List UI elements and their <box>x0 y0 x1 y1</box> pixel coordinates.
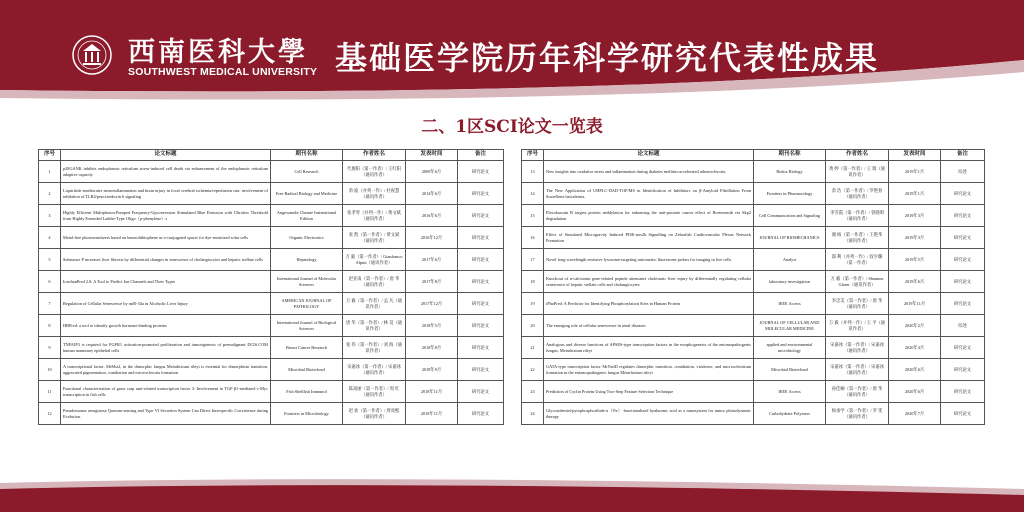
cell-note: 研究论文 <box>458 293 504 315</box>
cell-title: Knockout of α-calcitonin gene-related peptide attenuates cholestatic liver injury by differentially regulating cellular senescence of hepatic stellate cells and cholangiocytes <box>544 271 754 293</box>
cell-note: 研究论文 <box>458 161 504 183</box>
table-row <box>39 161 504 183</box>
cell-journal: Organic Electronics <box>271 227 343 249</box>
cell-date: 2009年6月 <box>406 161 458 183</box>
table-row <box>522 271 985 293</box>
cell-index: 3 <box>39 205 61 227</box>
cell-author: 张孝琴（并列一作）/ 黄文斌（通讯作者） <box>343 205 406 227</box>
cell-title: Functional characterization of grass carp runt-related transcription factor 3: Involvement in TGF-β1-mediated c-Myc transcription in fish cells <box>61 381 271 403</box>
table-row <box>522 161 985 183</box>
cell-date: 2020年4月 <box>889 337 941 359</box>
cell-index: 23 <box>522 381 544 403</box>
column-header-note: 备注 <box>458 150 504 161</box>
cell-note: 研究论文 <box>941 183 985 205</box>
cell-title: TNFAIP3 is required for FGFR1 activation-promoted proliferation and tumorigenesis of premalignant DCIS.COM human mammary epithelial cells <box>61 337 271 359</box>
section-title: 二、1区SCI论文一览表 <box>421 117 603 137</box>
cell-note: 研究论文 <box>458 359 504 381</box>
cell-date: 2019年1月 <box>889 161 941 183</box>
cell-journal: laboratory investigation <box>754 271 826 293</box>
cell-title: Regulation of Cellular Senescence by miR-34a in Alcoholic Liver Injury <box>61 293 271 315</box>
cell-index: 1 <box>39 161 61 183</box>
cell-journal: Hepatology <box>271 249 343 271</box>
cell-title: The New Application of UHPLC-DAD-TOF/MS in Identification of Inhibitors on β-Amyloid Fibrillation From Scutellaria baicalensis. <box>544 183 754 205</box>
cell-date: 2017年6月 <box>406 249 458 271</box>
cell-date: 2018年11月 <box>406 403 458 425</box>
cell-title: Analogous and diverse functions of APSES-type transcription factors in the morphogenesis of the entomopathogenic fungus, Metarhizium rileyi <box>544 337 754 359</box>
cell-note: 研究论文 <box>458 381 504 403</box>
table-header-row <box>522 150 985 161</box>
cell-journal: Cell Communication and Signaling <box>754 205 826 227</box>
column-header-index: 序号 <box>522 150 544 161</box>
table-row <box>522 337 985 359</box>
cell-journal: Free Radical Biology and Medicine <box>271 183 343 205</box>
cell-note: 研究论文 <box>941 337 985 359</box>
column-header-index: 序号 <box>39 150 61 161</box>
table-row <box>522 227 985 249</box>
table-row <box>39 315 504 337</box>
cell-journal: Microbial Biotechnol <box>754 359 826 381</box>
cell-title: Glycosidemiet/pyrophosphorthide-a（Pa）-functionalized hyaluronic acid as a nanosystem for tumor photodynamic therapy <box>544 403 754 425</box>
cell-title: Pseudomonas aeruginosa Quorum-sensing and Type VI Secretion System Can Direct Interspecific Coexistence during Evolution. <box>61 403 271 425</box>
table-row <box>522 359 985 381</box>
university-name-en: SOUTHWEST MEDICAL UNIVERSITY <box>128 66 318 78</box>
cell-author: 赵 欢（第一作者）/ 周亮熙（通讯作者） <box>343 403 406 425</box>
cell-author: 万 毅（第一作者）/ 孟 凡（通讯作者） <box>343 293 406 315</box>
cell-date: 2019年5月 <box>889 249 941 271</box>
cell-index: 19 <box>522 293 544 315</box>
cell-note: 研究论文 <box>458 337 504 359</box>
cell-author: 万 毅（第一作者）/ Shannon Glaser（通讯作者） <box>826 271 889 293</box>
cell-title: IonchanPred 2.0: A Tool to Predict Ion Channels and Their Types <box>61 271 271 293</box>
cell-author: 孙佳娴（第一作者）/ 唐 华（通讯作者） <box>826 381 889 403</box>
table-row <box>39 249 504 271</box>
cell-title: iPhoPred: A Predictor for Identifying Phosphorylation Sites in Human Protein <box>544 293 754 315</box>
cell-journal: Analyst <box>754 249 826 271</box>
papers-table-right-body <box>522 161 985 425</box>
cell-author: 余 波（并列一作）/ 杜祝慧（通讯作者） <box>343 183 406 205</box>
column-header-title: 论文标题 <box>61 150 271 161</box>
cell-title: Prediction of Cyclin Protein Using Two-Step Feature Selection Technique <box>544 381 754 403</box>
cell-index: 16 <box>522 227 544 249</box>
cell-author: 宋嘉冰（第一作者）/ 宋嘉冰（通讯作者） <box>826 359 889 381</box>
cell-note: 研究论文 <box>941 381 985 403</box>
cell-title: Novel long-wavelength emissive lysosome-targeting ratiometric fluorescent probes for imaging in live cells <box>544 249 754 271</box>
cell-author: 黄 婷（第一作者）/ 王 瑞（通讯作者） <box>826 161 889 183</box>
cell-index: 18 <box>522 271 544 293</box>
table-row <box>39 403 504 425</box>
cell-date: 2020年7月 <box>889 403 941 425</box>
column-header-date: 发表时间 <box>406 150 458 161</box>
cell-date: 2016年6月 <box>406 205 458 227</box>
cell-date: 2020年2月 <box>889 315 941 337</box>
cell-note: 研究论文 <box>458 227 504 249</box>
column-header-journal: 期刊名称 <box>271 150 343 161</box>
cell-title: Liquiritide ameliorates neuroinflammation and brain injury in focal cerebral ischemia/reperfusion rats: involvement of inhibition of TLR4/peroxiredoxin 6 signaling <box>61 183 271 205</box>
table-row <box>522 293 985 315</box>
cell-title: Highly Efficient Multiphoton-Pumped Frequency-Upconversion Stimulated Blue Emission with Ultralow Threshold from Highly Extended Ladder-Type Oligo（p-phenylene）s <box>61 205 271 227</box>
cell-author: 宋嘉冰（第一作者）/ 宋嘉冰（通讯作者） <box>343 359 406 381</box>
column-header-journal: 期刊名称 <box>754 150 826 161</box>
cell-title: Metal-free photosensitizers based on benzodithiophene as π-conjugated spacer for dye-sensitized solar cells <box>61 227 271 249</box>
cell-date: 2014年6月 <box>406 183 458 205</box>
cell-date: 2017年8月 <box>406 271 458 293</box>
cell-date: 2018年11月 <box>406 381 458 403</box>
cell-index: 9 <box>39 337 61 359</box>
cell-note: 研究论文 <box>941 205 985 227</box>
cell-author: 宋嘉冰（第一作者）/ 宋嘉冰（通讯作者） <box>826 337 889 359</box>
cell-title: p28GANK inhibits endoplasmic reticulum stress-induced cell death via enhancement of the endoplasmic reticulum adaptive capacity <box>61 161 271 183</box>
cell-journal: Fish Shellfish Immunol <box>271 381 343 403</box>
table-row <box>522 205 985 227</box>
cell-journal: AMERICAN JOURNAL OF PATHOLOGY <box>271 293 343 315</box>
cell-author: 李忠美（第一作者）/ 唐 华（通讯作者） <box>826 293 889 315</box>
table-row <box>39 359 504 381</box>
column-header-title: 论文标题 <box>544 150 754 161</box>
cell-author: 邵 利（并列一作）/ 叔少璐（第一作者） <box>826 249 889 271</box>
cell-note: 研究论文 <box>941 271 985 293</box>
cell-author: 万 毅（并列一作）/ 王 平（通讯作者） <box>826 315 889 337</box>
cell-index: 2 <box>39 183 61 205</box>
cell-note: 研究论文 <box>458 271 504 293</box>
cell-index: 20 <box>522 315 544 337</box>
cell-author: 余 浩（第一作者）/ 罗艳春（通讯作者） <box>826 183 889 205</box>
cell-title: The emerging role of cellular senescence in renal diseases <box>544 315 754 337</box>
cell-date: 2019年3月 <box>889 227 941 249</box>
cell-author: 张 凯（第一作者）/ 黄文斌（通讯作者） <box>343 227 406 249</box>
table-row <box>39 227 504 249</box>
cell-note: 研究论文 <box>458 205 504 227</box>
cell-index: 17 <box>522 249 544 271</box>
cell-note: 研究论文 <box>941 359 985 381</box>
cell-date: 2019年11月 <box>889 293 941 315</box>
cell-journal: JOURNAL OF BIOMECHANICS <box>754 227 826 249</box>
cell-author: 谢 杨（第一作者）/ 王艳华（通讯作者） <box>826 227 889 249</box>
university-name-cn: 西南医科大學 <box>128 37 308 68</box>
footer-background <box>0 467 1024 512</box>
table-row <box>39 293 504 315</box>
cell-author: 代俊阳（第一作者）/ 王红阳（通讯作者） <box>343 161 406 183</box>
cell-title: HBPred: a tool to identify growth hormone-binding proteins <box>61 315 271 337</box>
cell-author: 陈富丽（第一作者）/ 周 红（通讯作者） <box>343 381 406 403</box>
papers-table-left-body <box>39 161 504 425</box>
cell-note: 综述 <box>941 161 985 183</box>
cell-date: 2018年8月 <box>406 337 458 359</box>
cell-date: 2018年5月 <box>406 315 458 337</box>
cell-note: 研究论文 <box>458 183 504 205</box>
cell-index: 4 <box>39 227 61 249</box>
page-title: 基础医学院历年科学研究代表性成果 <box>335 39 880 77</box>
table-row <box>522 183 985 205</box>
cell-index: 10 <box>39 359 61 381</box>
cell-index: 22 <box>522 359 544 381</box>
university-logo-icon <box>72 35 112 75</box>
cell-journal: Microbial Biotechnol <box>271 359 343 381</box>
cell-index: 15 <box>522 205 544 227</box>
table-row <box>39 271 504 293</box>
cell-journal: Carbohydrate Polymers <box>754 403 826 425</box>
cell-author: 李雪霞（第一作者）/ 曾晓明（通讯作者） <box>826 205 889 227</box>
cell-journal: applied and environmental microbiology <box>754 337 826 359</box>
cell-index: 11 <box>39 381 61 403</box>
cell-journal: International Journal of Molecular Sciences <box>271 271 343 293</box>
table-row <box>522 381 985 403</box>
cell-author: 唐 华（第一作者）/ 林 昊（通讯作者） <box>343 315 406 337</box>
cell-journal: Frontiers in Microbiology <box>271 403 343 425</box>
column-header-author: 作者姓名 <box>343 150 406 161</box>
cell-date: 2019年6月 <box>889 271 941 293</box>
cell-index: 8 <box>39 315 61 337</box>
cell-note: 研究论文 <box>941 403 985 425</box>
cell-note: 研究论文 <box>458 315 504 337</box>
table-row <box>522 249 985 271</box>
cell-index: 12 <box>39 403 61 425</box>
cell-journal: JOURNAL OF CELLULAR AND MOLECULAR MEDICINE <box>754 315 826 337</box>
cell-title: A transcriptional factor, MrMst2, in the dimorphic fungus Metarhizium rileyi is essential for dimorphism transition, aggravated pigmentation, conidiation and microsclerotia formation <box>61 359 271 381</box>
table-row <box>522 315 985 337</box>
cell-author: 万 毅（第一作者）/ Gianfranco Alpini（通讯作者） <box>343 249 406 271</box>
cell-title: Effect of Simulated Microgravity Induced PI3K-nos2b Signalling on Zebrafish Cardiovascular Plexus Network Formation <box>544 227 754 249</box>
cell-index: 21 <box>522 337 544 359</box>
cell-author: 张 伟（第一作者）/ 刘 海（通讯作者） <box>343 337 406 359</box>
table-row <box>39 337 504 359</box>
column-header-date: 发表时间 <box>889 150 941 161</box>
cell-author: 杨承学（第一作者）/ 罗 雯（通讯作者） <box>826 403 889 425</box>
cell-index: 7 <box>39 293 61 315</box>
cell-author: 赵亚南（第一作者）/ 唐 华（通讯作者） <box>343 271 406 293</box>
cell-title: GATA-type transcription factor MrNsdD regulates dimorphic transition, conidiation, virulence, and microsclerotium formation in the entomopathogenic fungus Metarhizium rileyi <box>544 359 754 381</box>
table-header-row <box>39 150 504 161</box>
cell-note: 研究论文 <box>458 403 504 425</box>
cell-index: 24 <box>522 403 544 425</box>
cell-journal: Frontiers in Pharmacology <box>754 183 826 205</box>
cell-date: 2020年6月 <box>889 359 941 381</box>
cell-title: Flavokawain B targets protein neddylation for enhancing the anti-prostate cancer effect of Bortezomib via Skp2 degradation <box>544 205 754 227</box>
cell-title: New insights into oxidative stress and inflammation during diabetes mellitus-accelerated atherosclerosis. <box>544 161 754 183</box>
cell-journal: Angewandte Chemie International Edition <box>271 205 343 227</box>
cell-index: 5 <box>39 249 61 271</box>
cell-note: 研究论文 <box>941 227 985 249</box>
cell-note: 研究论文 <box>941 293 985 315</box>
cell-journal: Cell Research <box>271 161 343 183</box>
table-row <box>39 183 504 205</box>
cell-note: 研究论文 <box>941 249 985 271</box>
table-row <box>39 381 504 403</box>
footer-banner <box>0 467 1024 512</box>
table-row <box>39 205 504 227</box>
cell-date: 2016年12月 <box>406 227 458 249</box>
cell-journal: International Journal of Biological Sciences <box>271 315 343 337</box>
cell-date: 2020年6月 <box>889 381 941 403</box>
cell-date: 2019年1月 <box>889 183 941 205</box>
cell-date: 2017年12月 <box>406 293 458 315</box>
header-banner <box>0 0 1024 100</box>
cell-index: 13 <box>522 161 544 183</box>
cell-title: Substance P increases liver fibrosis by differential changes in senescence of cholangiocytes and hepatic stellate cells <box>61 249 271 271</box>
cell-note: 研究论文 <box>458 249 504 271</box>
cell-date: 2018年9月 <box>406 359 458 381</box>
cell-index: 14 <box>522 183 544 205</box>
column-header-author: 作者姓名 <box>826 150 889 161</box>
cell-journal: IEEE Access <box>754 381 826 403</box>
cell-index: 6 <box>39 271 61 293</box>
table-row <box>522 403 985 425</box>
cell-note: 综述 <box>941 315 985 337</box>
cell-date: 2019年3月 <box>889 205 941 227</box>
column-header-note: 备注 <box>941 150 985 161</box>
papers-table-left <box>38 149 504 425</box>
cell-journal: Redox Biology <box>754 161 826 183</box>
cell-journal: Breast Cancer Research <box>271 337 343 359</box>
papers-table-right <box>521 149 985 425</box>
cell-journal: IEEE Access <box>754 293 826 315</box>
